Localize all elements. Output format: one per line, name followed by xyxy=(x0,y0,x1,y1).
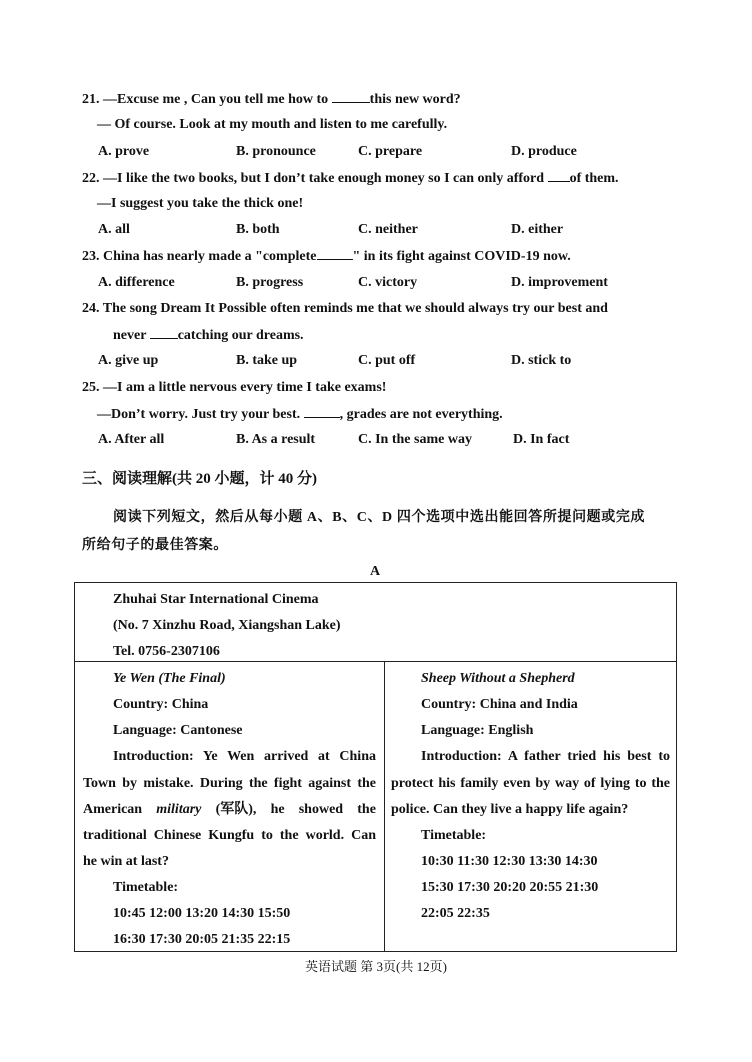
movie-2-country: Country: China and India xyxy=(421,697,578,712)
movie-1-intro-word: he xyxy=(270,802,285,817)
question-22-response: —I suggest you take the thick one! xyxy=(97,196,304,211)
movie-2-timetable-label: Timetable: xyxy=(421,828,487,843)
movie-1-times: 10:45 12:00 13:20 14:30 15:50 xyxy=(113,906,291,921)
cinema-phone: Tel. 0756-2307106 xyxy=(113,644,220,659)
question-25-response: —Don’t worry. Just try your best. , grades are not everything. xyxy=(97,407,503,422)
movie-2-times: 15:30 17:30 20:20 20:55 21:30 xyxy=(421,880,599,895)
movie-1-country: Country: China xyxy=(113,697,209,712)
cinema-header xyxy=(75,583,676,662)
section-instruction-line1: 阅读下列短文，然后从每小题 A、B、C、D 四个选项中选出能回答所提问题或完成 xyxy=(113,510,646,525)
movie-1-intro-word: the xyxy=(357,802,376,817)
question-25-option-b: B. As a result xyxy=(236,432,316,447)
question-23-option-c: C. victory xyxy=(358,275,418,290)
movie-2-intro-last: police. Can they live a happy life again? xyxy=(391,802,629,817)
movie-2-intro-line: protect his family even by way of lying to the xyxy=(391,776,670,791)
question-24-option-d: D. stick to xyxy=(511,353,572,368)
movie-1-times: 16:30 17:30 20:05 21:35 22:15 xyxy=(113,932,291,947)
question-23-stem: 23. China has nearly made a "complete " in its fight against COVID-19 now. xyxy=(82,249,571,264)
movie-1-intro-line-flex xyxy=(83,797,376,823)
movie-1-intro-line: traditional Chinese Kungfu to the world. Can xyxy=(83,828,376,843)
question-22-option-c: C. neither xyxy=(358,222,418,237)
question-24-option-b: B. take up xyxy=(236,353,298,368)
cinema-table xyxy=(74,582,677,952)
answer-blank xyxy=(150,326,178,339)
question-25-option-c: C. In the same way xyxy=(358,432,472,447)
answer-blank xyxy=(332,90,370,103)
movie-1-intro-line: Town by mistake. During the fight against the xyxy=(83,776,376,791)
movie-1-intro-word: American xyxy=(83,802,143,817)
question-22-option-d: D. either xyxy=(511,222,564,237)
question-22-option-a: A. all xyxy=(98,222,130,237)
question-21-option-c: C. prepare xyxy=(358,144,423,159)
movie-2-title: Sheep Without a Shepherd xyxy=(421,671,575,686)
question-25-stem: 25. —I am a little nervous every time I take exams! xyxy=(82,380,387,395)
question-23-option-a: A. difference xyxy=(98,275,175,290)
question-24-stem-continued: never catching our dreams. xyxy=(113,328,304,343)
answer-blank xyxy=(317,247,353,260)
movie-1-language: Language: Cantonese xyxy=(113,723,243,738)
movie-1-intro-word: (军队), xyxy=(215,802,257,817)
question-23-option-b: B. progress xyxy=(236,275,304,290)
movie-1-intro-line: Introduction: Ye Wen arrived at China xyxy=(113,749,376,764)
movie-1-intro-line xyxy=(83,797,376,823)
question-24-stem: 24. The song Dream It Possible often reminds me that we should always try our best and xyxy=(82,301,608,316)
question-21-option-a: A. prove xyxy=(98,144,150,159)
question-21-response: — Of course. Look at my mouth and listen to me carefully. xyxy=(97,117,448,132)
question-25-option-a: A. After all xyxy=(98,432,165,447)
movie-1-timetable-label: Timetable: xyxy=(113,880,179,895)
page-footer: 英语试题 第 3页(共 12页) xyxy=(305,959,447,974)
movie-2-language: Language: English xyxy=(421,723,534,738)
question-22-option-b: B. both xyxy=(236,222,280,237)
question-24-option-a: A. give up xyxy=(98,353,159,368)
question-21-stem: 21. —Excuse me , Can you tell me how to this new word? xyxy=(82,92,461,107)
movie-2-times: 10:30 11:30 12:30 13:30 14:30 xyxy=(421,854,598,869)
section-title: 三、阅读理解(共 20 小题，计 40 分) xyxy=(82,471,317,487)
movie-1-intro-word: showed xyxy=(298,802,344,817)
question-25-option-d: D. In fact xyxy=(513,432,570,447)
question-21-option-d: D. produce xyxy=(511,144,577,159)
movie-2-times: 22:05 22:35 xyxy=(421,906,490,921)
section-instruction-line2: 所给句子的最佳答案。 xyxy=(82,538,228,553)
movie-2-intro-line: Introduction: A father tried his best to xyxy=(421,749,670,764)
movie-1-intro-word: military xyxy=(156,802,202,817)
question-24-option-c: C. put off xyxy=(358,353,416,368)
question-23-option-d: D. improvement xyxy=(511,275,608,290)
answer-blank xyxy=(548,169,570,182)
movie-1-title: Ye Wen (The Final) xyxy=(113,671,226,686)
answer-blank xyxy=(304,405,340,418)
passage-label: A xyxy=(370,564,381,579)
movie-1-intro-last: he win at last? xyxy=(83,854,169,869)
column-divider xyxy=(384,661,385,951)
question-22-stem: 22. —I like the two books, but I don’t take enough money so I can only afford of them. xyxy=(82,171,619,186)
question-21-option-b: B. pronounce xyxy=(236,144,316,159)
cinema-name: Zhuhai Star International Cinema xyxy=(113,592,319,607)
cinema-address: (No. 7 Xinzhu Road, Xiangshan Lake) xyxy=(113,618,341,633)
